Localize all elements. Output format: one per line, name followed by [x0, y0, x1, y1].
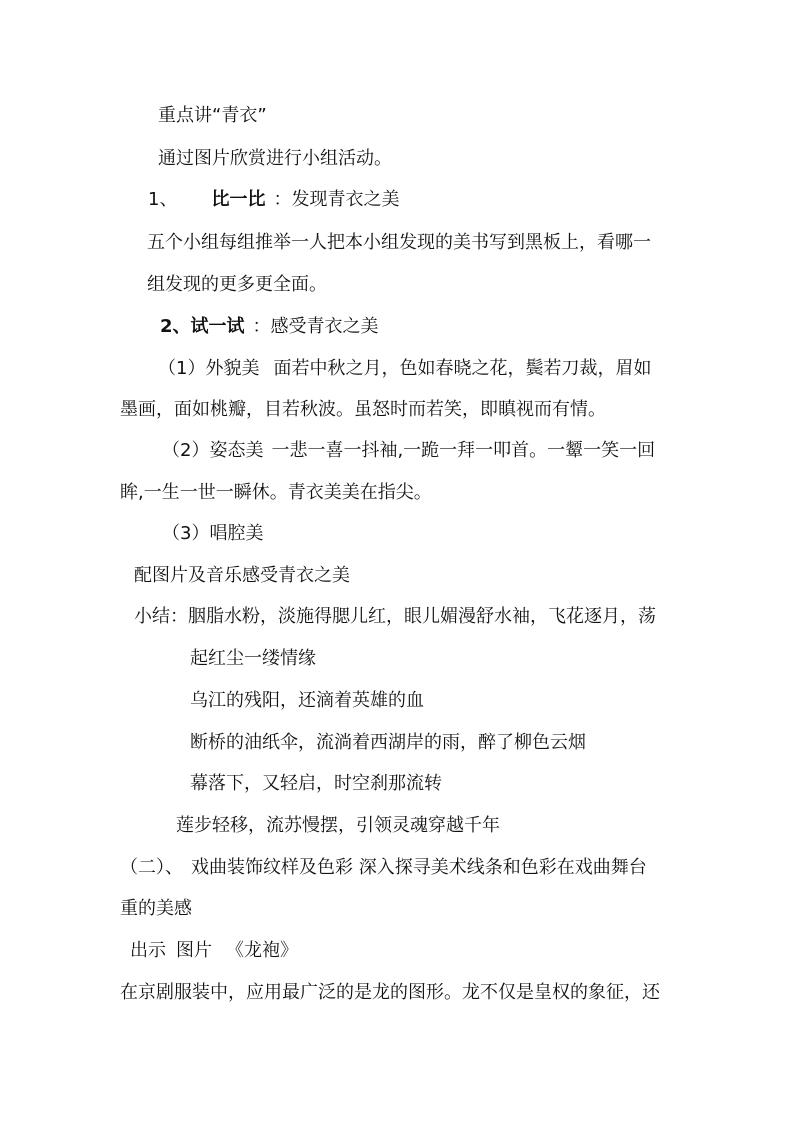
step2-line	[160, 315, 379, 339]
beauty3-line: （3）唱腔美	[162, 523, 264, 544]
beauty2-label: （2）姿态美	[162, 440, 264, 461]
step2-text: 感受青衣之美	[270, 316, 379, 337]
step1-number: 1、	[148, 189, 178, 210]
beauty1-line-1	[158, 357, 651, 381]
section2-line-2: 重的美感	[120, 898, 192, 919]
step1-title: 比一比	[211, 189, 266, 210]
summary-line-4: 断桥的油纸伞，流淌着西湖岸的雨，醉了柳色云烟	[190, 732, 586, 753]
step1-text: 发现青衣之美	[291, 189, 400, 210]
summary-text-1: 胭脂水粉，淡施得腮儿红，眼儿媚漫舒水袖，飞花逐月，荡	[188, 606, 656, 627]
show-line	[130, 939, 298, 963]
summary-line-5: 幕落下，又轻启，时空刹那流转	[190, 773, 442, 794]
summary-line-2: 起红尘一缕情缘	[190, 648, 316, 669]
summary-line-1	[134, 605, 656, 629]
step1-body-line-2: 组发现的更多更全面。	[147, 274, 327, 295]
section2-text-1: 戏曲装饰纹样及色彩 深入探寻美术线条和色彩在戏曲舞台	[191, 857, 647, 878]
show-title: 《龙袍》	[226, 940, 298, 961]
show-label: 出示	[130, 940, 166, 961]
section2-label: （二）、	[120, 857, 183, 878]
beauty1-text-1: 面若中秋之月，色如春晓之花，鬓若刀裁，眉如	[273, 358, 652, 379]
summary-line-3: 乌江的残阳，还滴着英雄的血	[190, 690, 424, 711]
step2-colon: ：	[252, 316, 271, 337]
step1-colon: ：	[273, 189, 292, 210]
summary-line-6: 莲步轻移，流苏慢摆，引领灵魂穿越千年	[176, 815, 500, 836]
last-paragraph-line: 在京剧服装中，应用最广泛的是龙的图形。龙不仅是皇权的象征，还	[120, 982, 660, 1003]
match-line: 配图片及音乐感受青衣之美	[134, 565, 350, 586]
beauty1-line-2: 墨画，面如桃瓣，目若秋波。虽怒时而若笑，即瞋视而有情。	[120, 399, 606, 420]
section2-line-1	[120, 856, 647, 880]
beauty2-text-1: 一悲一喜一抖袖,一跪一拜一叩首。一颦一笑一回	[271, 440, 656, 461]
beauty2-line-2: 眸,一生一世一瞬休。青衣美美在指尖。	[120, 482, 432, 503]
step2-title: 2、试一试	[160, 316, 245, 337]
beauty1-label: （1）外貌美	[158, 358, 260, 379]
step1-line	[148, 188, 399, 212]
heading: 重点讲“青衣”	[158, 105, 267, 126]
step1-body-line-1: 五个小组每组推举一人把本小组发现的美书写到黑板上，看哪一	[147, 232, 651, 253]
summary-label: 小结：	[134, 606, 188, 627]
intro-paragraph: 通过图片欣赏进行小组活动。	[158, 148, 392, 169]
show-item: 图片	[176, 940, 212, 961]
beauty2-line-1	[162, 439, 655, 463]
